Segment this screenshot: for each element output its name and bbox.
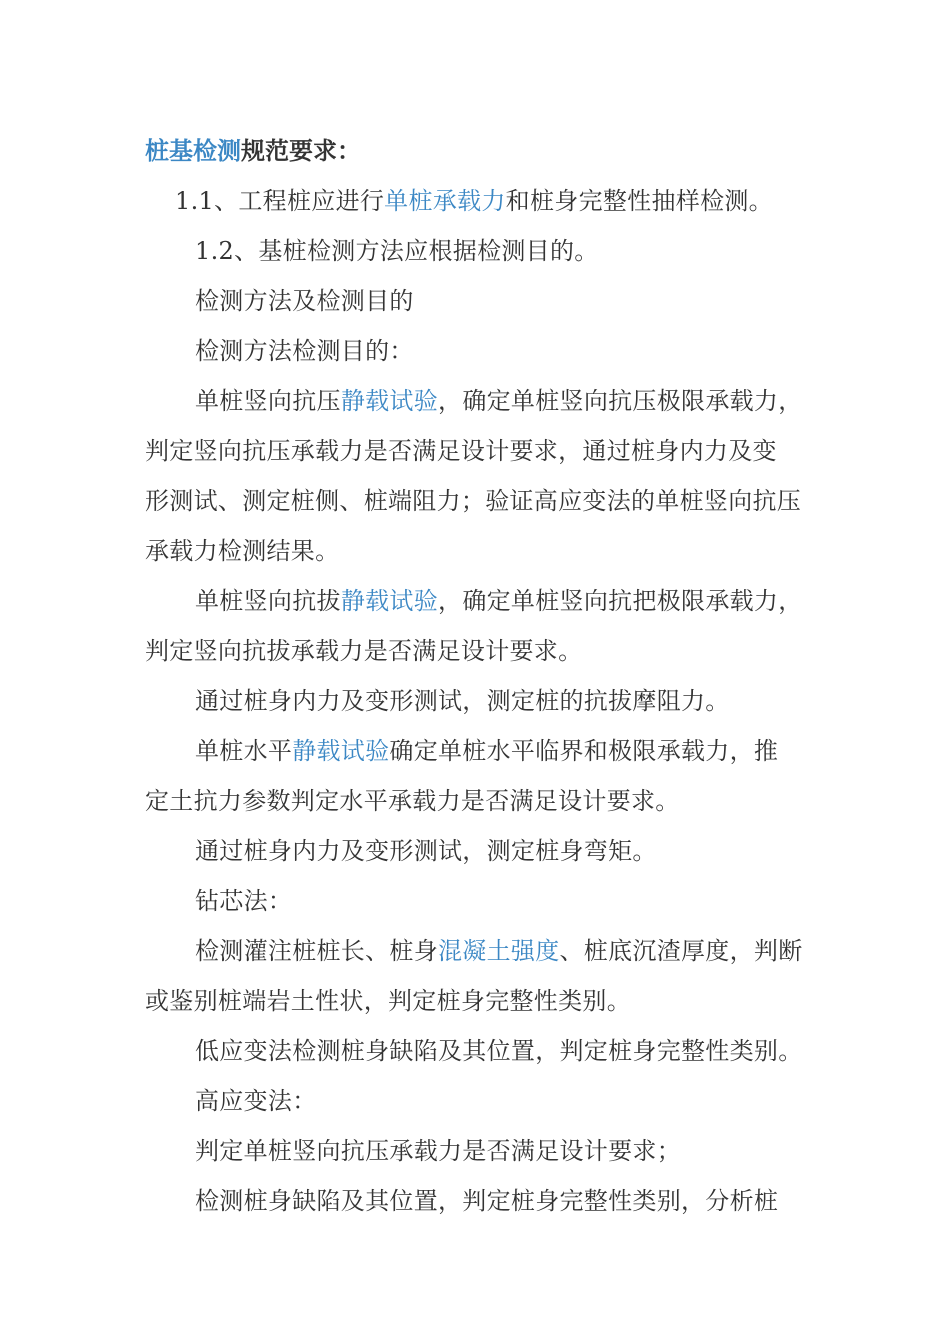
compression-text-end: ，确定单桩竖向抗压极限承载力，: [438, 387, 803, 415]
static-load-test-link[interactable]: 静载试验: [340, 587, 439, 615]
document-title: [145, 126, 825, 176]
core-drilling-paragraph: [145, 926, 825, 1026]
high-strain-item-1: 判定单桩竖向抗压承载力是否满足设计要求；: [195, 1137, 681, 1165]
paragraph-1-2: 1.2、基桩检测方法应根据检测目的。: [195, 237, 599, 265]
heading-methods: 检测方法及检测目的: [195, 287, 414, 315]
compression-line-3: 形测试、测定桩侧、桩端阻力；验证高应变法的单桩竖向抗压: [145, 487, 802, 515]
paragraph-1-1-text: 1.1、工程桩应进行: [175, 187, 385, 215]
title-rest: 规范要求：: [241, 136, 361, 165]
compression-line-2: 判定竖向抗压承载力是否满足设计要求，通过桩身内力及变: [145, 437, 777, 465]
paragraph-1-1-text-end: 和桩身完整性抽样检测。: [505, 187, 773, 215]
horizontal-line-1: [145, 726, 825, 776]
compression-text: 单桩竖向抗压: [195, 387, 341, 415]
heading-methods-purpose: 检测方法检测目的：: [195, 337, 414, 365]
concrete-strength-link[interactable]: 混凝土强度: [438, 937, 560, 965]
core-line-1: [145, 926, 825, 976]
compression-line-4: 承载力检测结果。: [145, 537, 340, 565]
document-body: [145, 126, 825, 1226]
title-link[interactable]: 桩基检测: [145, 136, 241, 165]
uplift-test-paragraph: [145, 576, 825, 676]
single-pile-capacity-link[interactable]: 单桩承载力: [384, 187, 506, 215]
paragraph-1-1: [145, 176, 825, 226]
static-load-test-link[interactable]: 静载试验: [292, 737, 390, 765]
core-text-end: 、桩底沉渣厚度，判断: [559, 937, 803, 965]
horizontal-note: 通过桩身内力及变形测试，测定桩身弯矩。: [195, 837, 657, 865]
high-strain-item-2: 检测桩身缺陷及其位置，判定桩身完整性类别，分析桩: [195, 1187, 779, 1215]
core-text: 检测灌注桩桩长、桩身: [195, 937, 438, 965]
horizontal-text-end: 确定单桩水平临界和极限承载力，推: [389, 737, 779, 765]
uplift-text: 单桩竖向抗拔: [195, 587, 341, 615]
core-line-2: 或鉴别桩端岩土性状，判定桩身完整性类别。: [145, 987, 631, 1015]
uplift-text-end: ，确定单桩竖向抗把极限承载力，: [438, 587, 803, 615]
static-load-test-link[interactable]: 静载试验: [340, 387, 439, 415]
compression-line-1: [145, 376, 825, 426]
low-strain-paragraph: 低应变法检测桩身缺陷及其位置，判定桩身完整性类别。: [195, 1037, 803, 1065]
uplift-line-1: [145, 576, 825, 626]
horizontal-test-paragraph: [145, 726, 825, 826]
compression-test-paragraph: [145, 376, 825, 576]
uplift-note: 通过桩身内力及变形测试，测定桩的抗拔摩阻力。: [195, 687, 730, 715]
core-drilling-heading: 钻芯法：: [195, 887, 293, 915]
high-strain-heading: 高应变法：: [195, 1087, 317, 1115]
horizontal-text: 单桩水平: [195, 737, 293, 765]
horizontal-line-2: 定土抗力参数判定水平承载力是否满足设计要求。: [145, 787, 680, 815]
uplift-line-2: 判定竖向抗拔承载力是否满足设计要求。: [145, 637, 583, 665]
